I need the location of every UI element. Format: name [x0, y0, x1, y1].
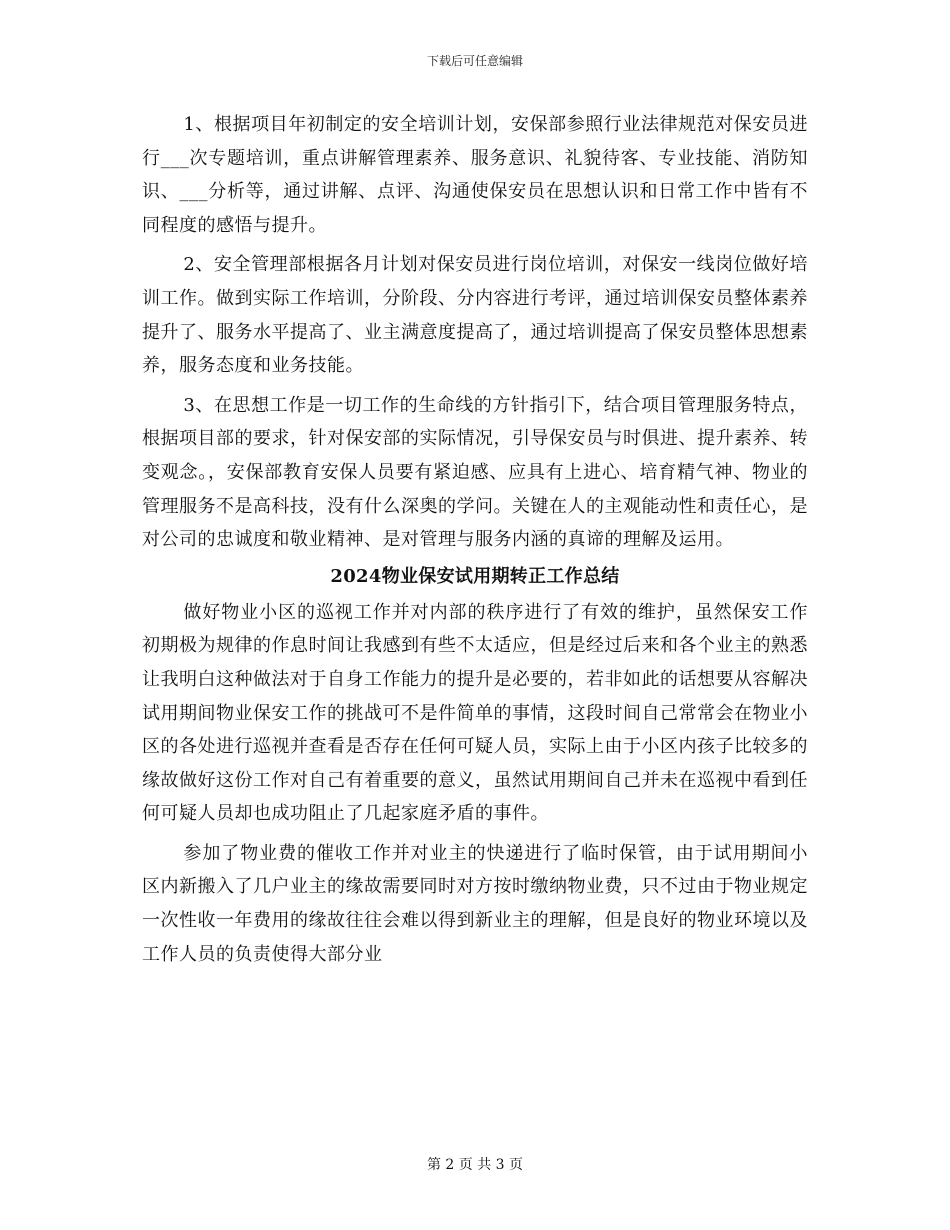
paragraph-fee-collection: 参加了物业费的催收工作并对业主的快递进行了临时保管，由于试用期间小区内新搬入了几户业主的缘故需要同时对方按时缴纳物业费，只不过由于物业规定一次性收一年费用的缘故往往会难以得到新业主的理解，但是良好的物业环境以及工作人员的负责使得大部分业 — [142, 842, 808, 965]
document-body — [142, 108, 808, 971]
paragraph-post-training: 2、安全管理部根据各月计划对保安员进行岗位培训，对保安一线岗位做好培训工作。做到实际工作培训，分阶段、分内容进行考评，通过培训保安员整体素养提升了、服务水平提高了、业主满意度提高了，通过培训提高了保安员整体思想素养，服务态度和业务技能。 — [142, 254, 808, 377]
paragraph-training-plan: 1、根据项目年初制定的安全培训计划，安保部参照行业法律规范对保安员进行___次专题培训，重点讲解管理素养、服务意识、礼貌待客、专业技能、消防知识、___分析等，通过讲解、点评、沟通使保安员在思想认识和日常工作中皆有不同程度的感悟与提升。 — [142, 114, 808, 236]
section-title: 2024物业保安试用期转正工作总结 — [330, 565, 620, 587]
paragraph-patrol-work: 做好物业小区的巡视工作并对内部的秩序进行了有效的维护，虽然保安工作初期极为规律的作息时间让我感到有些不太适应，但是经过后来和各个业主的熟悉让我明白这种做法对于自身工作能力的提升是必要的，若非如此的话想要从容解决试用期间物业保安工作的挑战可不是件简单的事情，这段时间自己常常会在物业小区的各处进行巡视并查看是否存在任何可疑人员，实际上由于小区内孩子比较多的缘故做好这份工作对自己有着重要的意义，虽然试用期间自己并未在巡视中看到任何可疑人员却也成功阻止了几起家庭矛盾的事件。 — [142, 601, 808, 825]
page-number-footer: 第 2 页 共 3 页 — [426, 1157, 524, 1173]
paragraph-ideology-work: 3、在思想工作是一切工作的生命线的方针指引下，结合项目管理服务特点，根据项目部的要求，针对保安部的实际情况，引导保安员与时俱进、提升素养、转变观念。，安保部教育安保人员要有紧迫感、应具有上进心、培育精气神、物业的管理服务不是高科技，没有什么深奥的学问。关键在人的主观能动性和责任心，是对公司的忠诚度和敬业精神、是对管理与服务内涵的真谛的理解及运用。 — [142, 394, 808, 551]
page-header-note: 下载后可任意编辑 — [426, 54, 523, 68]
